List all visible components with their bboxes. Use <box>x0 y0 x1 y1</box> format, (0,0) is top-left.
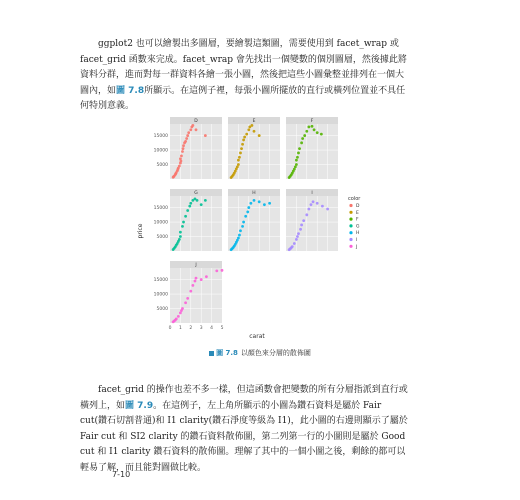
data-point <box>179 231 182 234</box>
data-point <box>184 301 187 304</box>
legend-marker <box>349 204 352 207</box>
data-point <box>179 157 182 160</box>
data-point <box>239 152 242 155</box>
data-point <box>295 163 298 166</box>
data-point <box>186 297 189 300</box>
x-tick-label: 2 <box>189 326 193 331</box>
data-point <box>179 235 182 238</box>
legend-title: color <box>348 196 361 202</box>
data-point <box>200 278 203 281</box>
data-point <box>237 163 240 166</box>
data-point <box>253 199 256 202</box>
legend-label: D <box>356 204 360 209</box>
data-point <box>312 200 315 203</box>
data-point <box>182 144 185 147</box>
data-point <box>311 125 314 128</box>
data-point <box>187 131 190 134</box>
data-point <box>221 269 224 272</box>
x-tick-label: 4 <box>210 326 214 331</box>
y-tick-label: 15000 <box>153 278 168 284</box>
data-point <box>291 245 294 248</box>
y-axis-label: price <box>137 223 144 239</box>
x-tick-label: 1 <box>178 326 182 331</box>
data-point <box>298 147 301 150</box>
data-point <box>295 159 298 162</box>
data-point <box>204 199 207 202</box>
data-point <box>189 128 192 131</box>
y-tick-label: 15000 <box>153 206 168 212</box>
data-point <box>185 137 188 140</box>
data-point <box>241 225 244 228</box>
legend-label: J <box>356 244 358 250</box>
facet-panel-H <box>228 189 280 251</box>
figure-reference-7-8: 圖 7.8 <box>116 85 145 96</box>
data-point <box>247 206 250 209</box>
data-point <box>302 219 305 222</box>
data-point <box>178 165 181 168</box>
data-point <box>296 156 299 159</box>
x-axis-label: carat <box>249 333 265 340</box>
data-point <box>184 140 187 143</box>
data-point <box>182 221 185 224</box>
figure-reference-7-9: 圖 7.9 <box>125 400 154 411</box>
data-point <box>300 224 303 227</box>
figure-number: 圖 7.8 <box>216 349 238 357</box>
data-point <box>241 143 244 146</box>
data-point <box>307 125 310 128</box>
data-point <box>251 124 254 127</box>
facet-strip-label: F <box>310 119 314 125</box>
data-point <box>295 238 298 241</box>
y-tick-label: 10000 <box>153 220 168 226</box>
data-point <box>297 152 300 155</box>
legend-label: F <box>356 217 359 223</box>
paragraph-2-text-a: facet_grid 的操作也差不多一樣，但這函數會把變數的所有分層指派到直行或橫列上，如 <box>80 385 408 411</box>
data-point <box>299 228 302 231</box>
data-point <box>178 238 181 241</box>
data-point <box>242 221 245 224</box>
paragraph-2-text-b: 。在這例子，左上角所顯示的小圖為鑽石資料是屬於 Fair cut(鑽石切割普通)和 I1 clarity(鑽石淨度等級為 I1)，此小圖的右邊則顯示了屬於 Fair cut 和 SI2 clarity 的鑽石資料散佈圖，第二列第一行的小圖則是屬於 Good cut 和 I1 clarity 鑽石資料的散佈圖。理解了其中的一個小圖之後，剩餘的都可以輕易了解，而且能對圖做比較。 <box>80 400 408 473</box>
data-point <box>195 128 198 131</box>
facet-panel-E <box>228 117 280 179</box>
facet-panel-F <box>286 117 338 179</box>
legend-marker <box>349 218 352 221</box>
data-point <box>249 202 252 205</box>
x-tick-label: 3 <box>199 326 203 331</box>
data-point <box>321 205 324 208</box>
faceted-scatter-chart <box>130 112 380 347</box>
legend-marker <box>349 245 352 248</box>
data-point <box>300 141 303 144</box>
facet-strip-label: H <box>252 191 256 197</box>
data-point <box>258 134 261 137</box>
data-point <box>316 131 319 134</box>
facet-panel-J <box>170 261 223 323</box>
data-point <box>238 234 241 237</box>
data-point <box>180 160 183 163</box>
legend-label: I <box>356 238 358 243</box>
data-point <box>310 203 313 206</box>
paragraph-1-text-a: ggplot2 也可以繪製出多圖層，要繪製這類圖，需要使用到 facet_wrap 或 facet_grid 函數來完成。facet_wrap 會先找出一個變數的個別圖層，然後據此將資料分群，進而對每一群資料各繪一張小圖，然後把這些小圖彙整並排列在一個大圖內，如 <box>80 39 407 96</box>
legend-label: H <box>356 231 360 237</box>
data-point <box>305 130 308 133</box>
data-point <box>215 269 218 272</box>
legend-marker <box>349 231 352 234</box>
data-point <box>181 150 184 153</box>
figure-marker-icon <box>209 351 214 356</box>
data-point <box>268 202 271 205</box>
panel-background <box>170 268 222 323</box>
data-point <box>245 133 248 136</box>
facet-panel-D <box>170 117 222 179</box>
data-point <box>196 199 199 202</box>
paragraph-1-text-b: 所顯示。在這例子裡，每張小圖所擺放的直行或橫列位置並不具任何特別意義。 <box>80 85 406 111</box>
legend-marker <box>349 224 352 227</box>
y-tick-label: 10000 <box>153 148 168 154</box>
data-point <box>258 200 261 203</box>
data-point <box>253 130 256 133</box>
data-point <box>293 242 296 245</box>
data-point <box>186 134 189 137</box>
data-point <box>182 147 185 150</box>
legend-marker <box>349 238 352 241</box>
data-point <box>195 277 198 280</box>
data-point <box>305 213 308 216</box>
data-point <box>184 215 187 218</box>
data-point <box>177 315 180 318</box>
y-tick-label: 5000 <box>156 163 168 169</box>
data-point <box>296 235 299 238</box>
data-point <box>303 134 306 137</box>
legend-marker <box>349 211 352 214</box>
data-point <box>189 202 192 205</box>
facet-strip-label: J <box>195 263 197 269</box>
data-point <box>181 307 184 310</box>
paragraph-1 <box>80 37 410 115</box>
data-point <box>307 208 310 211</box>
data-point <box>237 237 240 240</box>
data-point <box>239 229 242 232</box>
paragraph-2 <box>80 383 410 476</box>
data-point <box>320 133 323 136</box>
data-point <box>240 147 243 150</box>
legend-label: G <box>356 224 360 230</box>
data-point <box>191 124 194 127</box>
data-point <box>246 211 249 214</box>
data-point <box>243 136 246 139</box>
data-point <box>200 203 203 206</box>
data-point <box>188 205 191 208</box>
figure-caption-text: 以顏色來分層的散佈圖 <box>240 349 311 357</box>
data-point <box>301 137 304 140</box>
y-tick-label: 15000 <box>153 134 168 140</box>
data-point <box>189 290 192 293</box>
x-tick-label: 5 <box>220 326 224 331</box>
y-tick-label: 5000 <box>156 307 168 313</box>
y-tick-label: 10000 <box>153 292 168 298</box>
y-tick-label: 5000 <box>156 235 168 241</box>
data-point <box>186 209 189 212</box>
data-point <box>313 128 316 131</box>
data-point <box>238 156 241 159</box>
facet-strip-label: I <box>311 191 313 197</box>
data-point <box>326 208 329 211</box>
data-point <box>175 318 178 321</box>
data-point <box>181 225 184 228</box>
data-point <box>316 202 319 205</box>
data-point <box>204 134 207 137</box>
figure-caption <box>0 348 520 358</box>
legend-label: E <box>356 210 359 216</box>
data-point <box>247 128 250 131</box>
data-point <box>237 159 240 162</box>
data-point <box>205 275 208 278</box>
facet-strip-label: G <box>194 191 198 197</box>
data-point <box>180 154 183 157</box>
data-point <box>191 284 194 287</box>
data-point <box>194 280 197 283</box>
page-number: 7-10 <box>112 470 131 479</box>
facet-panel-G <box>170 189 222 251</box>
data-point <box>297 232 300 235</box>
facet-strip-label: E <box>252 119 256 125</box>
data-point <box>263 203 266 206</box>
data-point <box>244 215 247 218</box>
facet-panel-I <box>286 189 338 251</box>
data-point <box>242 139 245 142</box>
facet-strip-label: D <box>194 119 198 125</box>
x-tick-label: 0 <box>168 326 172 331</box>
